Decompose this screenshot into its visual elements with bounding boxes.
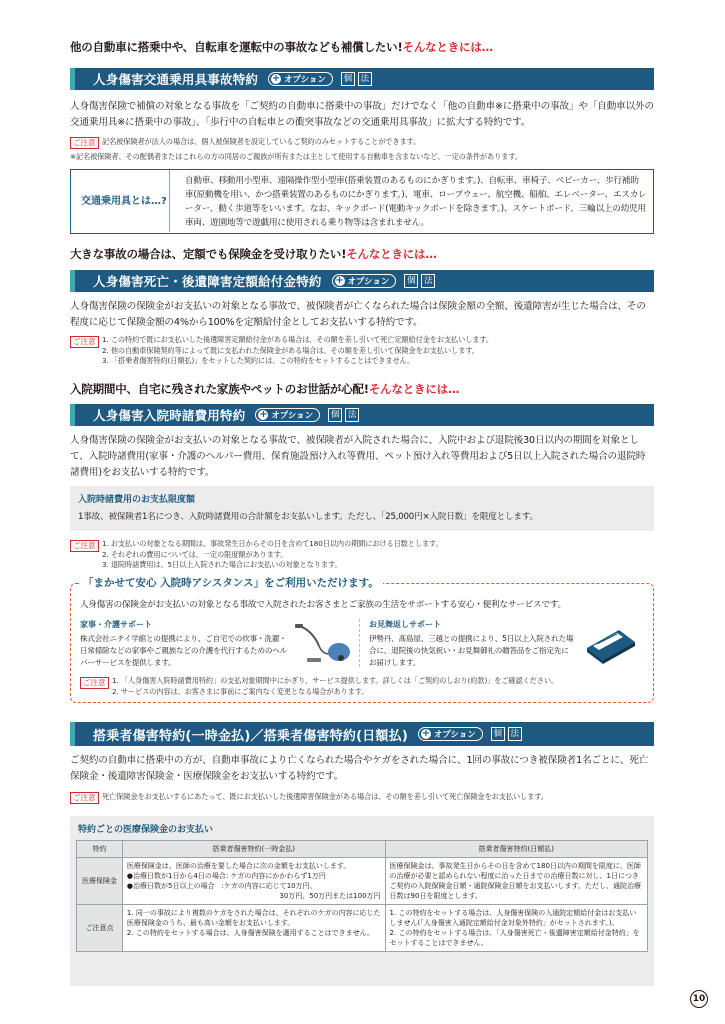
sec2-title: 人身傷害死亡・後遺障害定額給付金特約 [93, 274, 322, 289]
row-label-notes: ご注意点 [77, 905, 123, 952]
cell-daily-medical: 医療保険金は、事故発生日からその日を含めて180日以内の期間を限度に、医師の治療が必要と認められない程度に治った日までの治療日数に対し、1日につきご契約の入院保険金日額・通院保険金日額をお支払いします。ただし、通院治療日数は90日を限度とします。 [385, 858, 647, 905]
sec1-box-label: 交通乗用具とは…? [81, 196, 167, 207]
sec3-lead: 入院期間中、自宅に残された家族やペットのお世話が心配!そんなときには… [70, 382, 460, 396]
sec3-body: 人身傷害保険の保険金がお支払いの対象となる事故で、被保険者が入院された場合に、入院中および退院後30日以内の期間を対象として、入院時諸費用(家事・介護のヘルパー費用、保育施設預け入れ等費用、ペット預け入れ等費用および5日以上入院された場合の退院時諸費用)をお支払いする特約です。 [70, 435, 646, 478]
sec3-assist-title: 「まかせて安心 入院時アシスタンス」をご利用いただけます。 [79, 575, 383, 590]
sec4-band [70, 722, 654, 746]
sec2-notes: 1. この特約で既にお支払いした後遺障害定額給付金がある場合は、その額を差し引いて死亡定額給付金をお支払いします。 2. 他の自動車保険契約等によって既に支払われた保険金がある場合は、その額を差し引いて保険金をお支払いします。 3. 「搭乗者傷害特約(日額払)」をセットした契約には、この特約をセットすることはできません。 [102, 335, 493, 365]
sec1-band [70, 68, 654, 90]
sec1-note1: 記名被保険者が法人の場合は、個人被保険者を設定しているご契約のみセットすることができます。 [102, 137, 421, 146]
header-daily: 搭乗者傷害特約(日額払) [385, 841, 647, 858]
caution-badge: ご注意 [80, 677, 109, 689]
tag-individual: 個 [328, 408, 342, 422]
tag-corporate: 法 [358, 72, 372, 86]
tag-corporate: 法 [508, 727, 522, 741]
sec2-band [70, 270, 654, 292]
sec3-limit-text: 1事故、被保険者1名につき、入院時諸費用の合計額をお支払いします。ただし、「25,000円×入院日数」を限度とします。 [78, 512, 538, 522]
vacuum-cleaner-icon [293, 622, 353, 664]
caution-badge: ご注意 [70, 540, 99, 552]
sec1-title: 人身傷害交通乗用具事故特約 [93, 72, 259, 87]
caution-badge: ご注意 [70, 137, 99, 149]
tag-individual: 個 [404, 274, 418, 288]
tag-corporate: 法 [421, 274, 435, 288]
sec4-body: ご契約の自動車に搭乗中の方が、自動車事故により亡くなられた場合やケガをされた場合に、1回の事故につき被保険者1名ごとに、死亡保険金・後遺障害保険金・医療保険金をお支払いする特約です。 [70, 755, 649, 782]
plus-icon: + [271, 73, 281, 84]
sec3-assist-notes: 1. 「人身傷害入院時諸費用特約」の支払対象期間中にかぎり、サービス提供します。詳しくは「ご契約のしおり(約款)」をご確認ください。 2. サービスの内容は、お客さまに事前にご案内なく変更となる場合があります。 [112, 676, 559, 696]
row-label-medical: 医療保険金 [77, 858, 123, 905]
cell-daily-notes: 1. この特約をセットする場合は、人身傷害保険の入通院定額給付金はお支払いしません(「人身傷害入通院定額給付金対象外特約」がセットされます。)。 2. この特約をセットする場合は、「人身傷害死亡・後遺障害定額給付金特約」をセットすることはできません。 [385, 905, 647, 952]
sec1-definition-box [70, 169, 654, 234]
sec1-box-text: 自動車、移動用小型車、遠隔操作型小型車(搭乗装置のあるものにかぎります。)、自転車、車椅子、ベビーカー、歩行補助車(原動機を用い、かつ搭乗装置のあるものにかぎります。)、電車、ロープウェー、航空機、船舶、エレベーター、エスカレーター、動く歩道等をいいます。なお、キックボード(電動キックボードを除きます。)、スケートボード、三輪以上の幼児用車両、遊園地等で遊戯用に使用される乗り物等は含まれません。 [185, 176, 647, 228]
table-header-row [77, 841, 648, 858]
mimai-text: 伊勢丹、髙島屋、三越との提携により、5日以上入院された場合に、退院後の快気祝い・お見舞御礼の贈答品をご指定先にお届けします。 [369, 634, 574, 667]
sec2-lead: 大きな事故の場合は、定額でも保険金を受け取りたい!そんなときには… [70, 247, 437, 261]
plus-icon: + [335, 275, 344, 286]
cell-lump-sum-medical: 医療保険金は、医師の治療を要した場合に次の金額をお支払いします。 ●治療日数が1日から4日の場合: ケガの内容にかかわらず1万円 ●治療日数が5日以上の場合 :ケガの内容に応じて10万円、 30万円、50万円または100万円 [122, 858, 385, 905]
sec3-assist-box [70, 577, 654, 703]
sec2-body: 人身傷害保険の保険金がお支払いの対象となる事故で、被保険者が亡くなられた場合は保険金額の全額、後遺障害が生じた場合は、その程度に応じて保険金額の4%から100%を定額給付金としてお支払いする特約です。 [70, 301, 646, 328]
caution-badge: ご注意 [70, 792, 99, 804]
medical-benefit-table [76, 840, 648, 952]
table-row [77, 905, 648, 952]
cell-lump-sum-notes: 1. 同一の事故により複数のケガをされた場合は、それぞれのケガの内容に応じた医療保険金のうち、最も高い金額をお支払いします。 2. この特約をセットする場合は、人身傷害保険を適用することはできません。 [122, 905, 385, 952]
gift-box-icon [583, 624, 639, 666]
mimai-title: お見舞返しサポート [369, 620, 441, 629]
sec3-title: 人身傷害入院時諸費用特約 [93, 408, 246, 423]
page-number: 10 [690, 990, 708, 1008]
sec4-table-title: 特約ごとの医療保険金のお支払い [78, 825, 214, 835]
option-badge: + オプション [268, 72, 333, 86]
option-badge: + オプション [418, 727, 483, 741]
kaji-title: 家事・介護サポート [80, 620, 152, 629]
option-badge: + オプション [332, 274, 397, 288]
table-row [77, 858, 648, 905]
sec1-body: 人身傷害保険で補償の対象となる事故を「ご契約の自動車に搭乗中の事故」だけでなく「他の自動車※に搭乗中の事故」や「自動車以外の交通乗用具※に搭乗中の事故」、「歩行中の自転車との衝突事故などの交通乗用具事故」に拡大する特約です。 [70, 101, 654, 128]
kaji-text: 株式会社ニチイ学館との提携により、ご自宅での炊事・洗濯・日常掃除などの家事やご親族などの介護を代行するためのヘルパーサービスを提供します。 [80, 634, 288, 667]
sec3-band [70, 404, 654, 426]
sec3-notes: 1. お支払いの対象となる期間は、事故発生日からその日を含めて180日以内の期間における日数とします。 2. それぞれの費用については、一定の限度額があります。 3. 退院時諸費用は、5日以上入院された場合にお支払いの対象となります。 [102, 539, 443, 569]
tag-corporate: 法 [345, 408, 359, 422]
sec3-limit-panel [70, 486, 654, 531]
tag-individual: 個 [491, 727, 505, 741]
sec1-note2: ※記名被保険者、その配偶者またはこれらの方の同居のご親族が所有または主として使用する自動車を含まないなど、一定の条件があります。 [70, 152, 522, 161]
option-badge: + オプション [255, 408, 320, 422]
tag-individual: 個 [341, 72, 355, 86]
sec4-note: 死亡保険金をお支払いするにあたって、既にお支払いした後遺障害保険金がある場合は、その額を差し引いて死亡保険金をお支払いします。 [102, 792, 548, 801]
sec1-lead: 他の自動車に搭乗中や、自転車を運転中の事故なども補償したい!そんなときには… [70, 40, 493, 54]
header-tokuyaku: 特約 [77, 841, 123, 858]
header-lump-sum: 搭乗者傷害特約(一時金払) [122, 841, 385, 858]
sec4-title: 搭乗者傷害特約(一時金払)／搭乗者傷害特約(日額払) [93, 728, 408, 744]
plus-icon: + [259, 409, 268, 420]
caution-badge: ご注意 [70, 336, 99, 348]
plus-icon: + [421, 728, 431, 739]
sec4-table-panel [70, 816, 654, 986]
sec3-assist-intro: 人身傷害の保険金がお支払いの対象となる事故で入院されたお客さまとご家族の生活をサポートする安心・便利なサービスです。 [80, 600, 566, 610]
sec3-limit-title: 入院時諸費用のお支払限度額 [78, 495, 196, 505]
